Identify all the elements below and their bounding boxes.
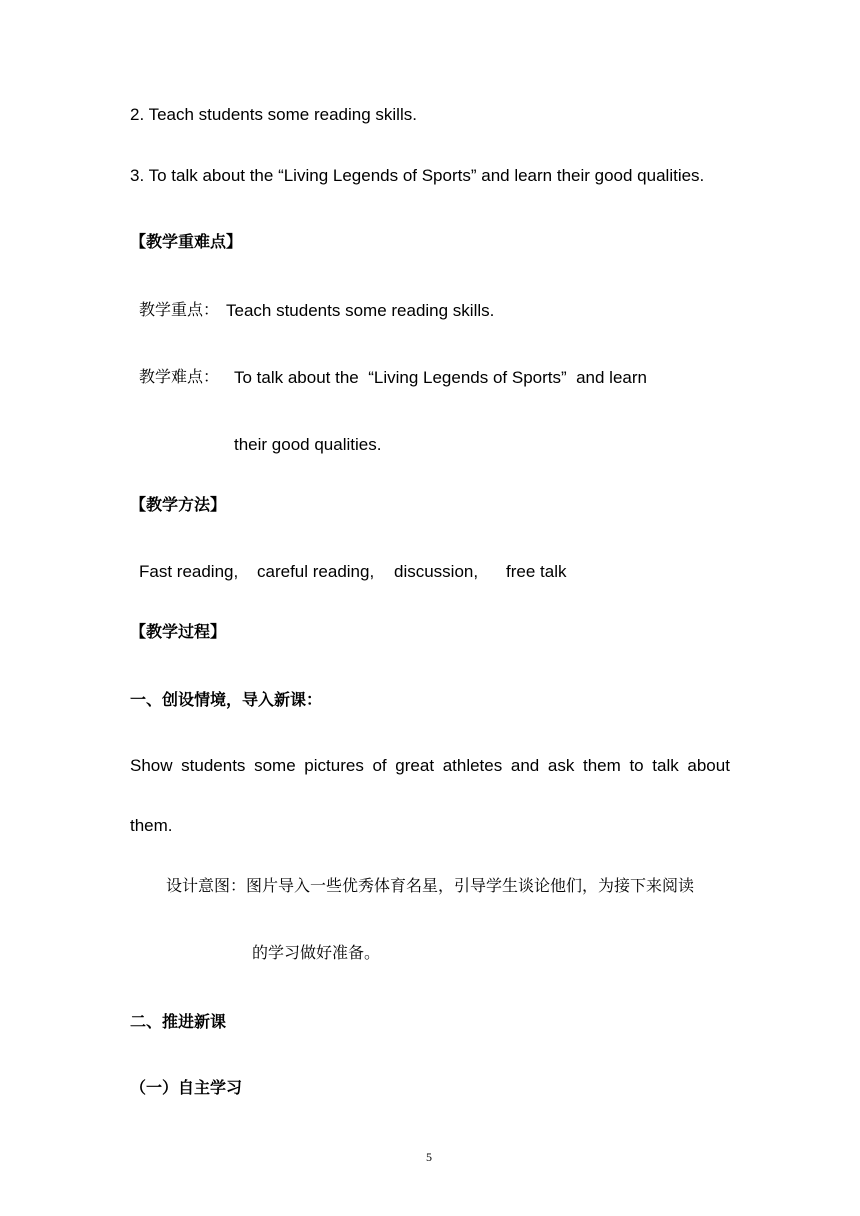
paragraph-word: of xyxy=(372,756,387,775)
section-1-title: 一、创设情境，导入新课： xyxy=(130,690,323,709)
paragraph-word: ask xyxy=(547,756,575,775)
focus-label: 教学重点： xyxy=(139,300,220,319)
focus-text: Teach students some reading skills. xyxy=(226,301,495,320)
paragraph-word: Show xyxy=(130,756,173,775)
paragraph-word: pictures xyxy=(304,756,364,775)
paragraph-word: talk xyxy=(652,756,679,775)
paragraph-word: athletes xyxy=(442,756,503,775)
page-number: 5 xyxy=(426,1150,432,1164)
method-item: discussion, xyxy=(394,562,479,581)
methods-heading: 【教学方法】 xyxy=(130,495,227,514)
design-intent-line1: 设计意图：图片导入一些优秀体育名星，引导学生谈论他们，为接下来阅读 xyxy=(166,876,695,895)
section-2-title: 二、推进新课 xyxy=(130,1012,227,1031)
design-intent-line2: 的学习做好准备。 xyxy=(252,943,381,962)
paragraph-word: students xyxy=(181,756,246,775)
method-item: careful reading, xyxy=(257,562,375,581)
paragraph-word: to xyxy=(629,756,644,775)
subsection-1-title: （一）自主学习 xyxy=(130,1078,243,1097)
paragraph-word: them xyxy=(583,756,621,775)
section-1-paragraph-line1 xyxy=(130,757,730,774)
method-item: Fast reading, xyxy=(139,562,239,581)
section-1-paragraph-line2: them. xyxy=(130,816,173,835)
key-points-heading: 【教学重难点】 xyxy=(130,232,243,251)
objective-item-2: 2. Teach students some reading skills. xyxy=(130,105,417,124)
paragraph-word: and xyxy=(510,756,540,775)
paragraph-word: about xyxy=(687,756,730,775)
difficulty-label: 教学难点： xyxy=(139,367,220,386)
method-item: free talk xyxy=(506,562,567,581)
paragraph-word: some xyxy=(254,756,296,775)
paragraph-word: great xyxy=(395,756,435,775)
process-heading: 【教学过程】 xyxy=(130,622,227,641)
objective-item-3: 3. To talk about the “Living Legends of Sports” and learn their good qualities. xyxy=(130,166,705,185)
difficulty-text-line2: their good qualities. xyxy=(234,435,382,454)
difficulty-text-line1: To talk about the “Living Legends of Sports” and learn xyxy=(234,368,647,387)
